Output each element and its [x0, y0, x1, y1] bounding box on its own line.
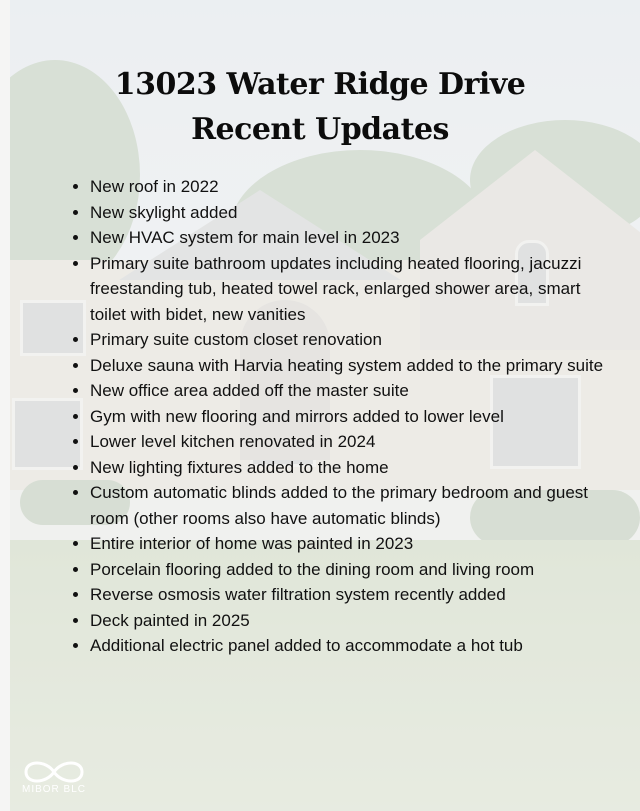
list-item: • New lighting fixtures added to the home [90, 455, 610, 481]
page-title [60, 62, 580, 152]
title-line-address: 13023 Water Ridge Drive [114, 67, 526, 102]
list-item: • Entire interior of home was painted in 2023 [90, 531, 610, 557]
watermark-text: MIBOR BLC [21, 784, 86, 795]
updates-list [90, 174, 610, 659]
list-item: • Reverse osmosis water filtration system recently added [90, 582, 610, 608]
list-item: • Lower level kitchen renovated in 2024 [90, 429, 610, 455]
list-item: • New skylight added [90, 200, 610, 226]
list-item: • New HVAC system for main level in 2023 [90, 225, 610, 251]
list-item: • Additional electric panel added to accommodate a hot tub [90, 633, 610, 659]
title-line-heading: Recent Updates [191, 112, 449, 147]
list-item: • Primary suite bathroom updates including heated flooring, jacuzzi freestanding tub, heated towel rack, enlarged shower area, smart toilet with bidet, new vanities [90, 251, 610, 328]
list-item: • Deluxe sauna with Harvia heating system added to the primary suite [90, 353, 610, 379]
list-item: • Porcelain flooring added to the dining room and living room [90, 557, 610, 583]
list-item: • Primary suite custom closet renovation [90, 327, 610, 353]
list-item: • New roof in 2022 [90, 174, 610, 200]
list-item: • Custom automatic blinds added to the primary bedroom and guest room (other rooms also have automatic blinds) [90, 480, 610, 531]
list-item: • Deck painted in 2025 [90, 608, 610, 634]
list-item: • Gym with new flooring and mirrors added to lower level [90, 404, 610, 430]
list-item: • New office area added off the master suite [90, 378, 610, 404]
